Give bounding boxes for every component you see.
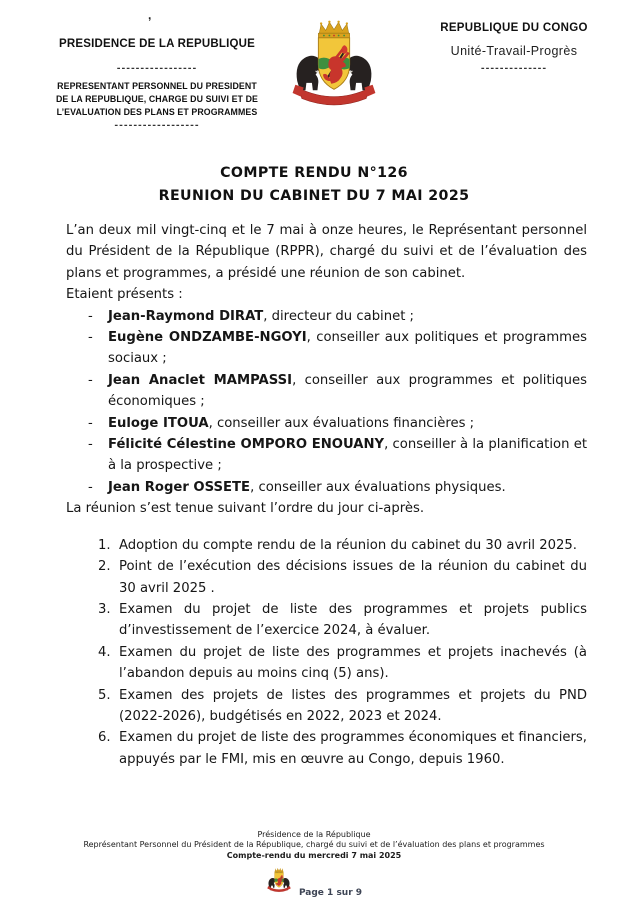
left-header-subtitle-line-2: DE LA REPUBLIQUE, CHARGE DU SUIVI ET DE (55, 94, 258, 104)
document-header (0, 0, 628, 150)
list-item (66, 556, 587, 599)
right-header-country: REPUBLIQUE DU CONGO (440, 22, 588, 34)
attendee-name: Jean Anaclet MAMPASSI (108, 372, 293, 388)
agenda-number: 1. (98, 537, 111, 553)
agenda-number: 5. (98, 687, 111, 703)
list-item (66, 327, 587, 370)
right-header-motto: Unité-Travail-Progrès (450, 44, 578, 58)
bullet-marker: - (88, 479, 93, 495)
left-header-subtitle-line-1: REPRESENTANT PERSONNEL DU PRESIDENT (57, 81, 257, 91)
list-item (66, 685, 587, 728)
agenda-number: 6. (98, 730, 111, 746)
document-body (66, 220, 587, 770)
agenda-number: 4. (98, 644, 111, 660)
list-item (66, 370, 587, 413)
agenda-number: 3. (98, 601, 111, 617)
list-item (66, 727, 587, 770)
stray-mark: , (148, 8, 152, 22)
agenda-text: Adoption du compte rendu de la réunion du cabinet du 30 avril 2025. (119, 537, 577, 553)
intro-paragraph: L’an deux mil vingt-cinq et le 7 mai à onze heures, le Représentant personnel du Président de la République (RPPR), chargé du suivi et de l’évaluation des plans et programmes, a présidé une réunion de son cabinet. (66, 223, 587, 281)
agenda-list (66, 535, 587, 770)
attendee-list (66, 306, 587, 499)
agenda-text: Point de l’exécution des décisions issues de la réunion du cabinet du 30 avril 2025 . (119, 559, 587, 596)
bullet-marker: - (88, 372, 93, 388)
footer-line-3: Compte-rendu du mercredi 7 mai 2025 (226, 850, 402, 860)
document-title (0, 162, 628, 208)
list-item (66, 599, 587, 642)
attendee-role: , directeur du cabinet ; (263, 308, 415, 324)
page-number-row (0, 868, 628, 904)
document-title-line-2: REUNION DU CABINET DU 7 MAI 2025 (158, 188, 470, 204)
right-header-divider: -------------- (480, 64, 548, 74)
page-number-label: Page 1 sur 9 (298, 888, 363, 898)
bullet-marker: - (88, 415, 93, 431)
bullet-marker: - (88, 308, 93, 324)
congo-coat-of-arms-mini-icon (266, 868, 292, 900)
list-item (66, 413, 587, 434)
list-item (66, 477, 587, 498)
list-item (66, 306, 587, 327)
attendee-role: , conseiller aux évaluations physiques. (250, 479, 506, 495)
attendee-name: Eugène ONDZAMBE-NGOYI (108, 330, 307, 346)
document-title-line-1: COMPTE RENDU N°126 (220, 165, 408, 181)
list-item (66, 642, 587, 685)
closing-line: La réunion s’est tenue suivant l’ordre du jour ci-après. (66, 501, 425, 517)
bullet-marker: - (88, 437, 93, 453)
attendee-role: , conseiller aux programmes et politiques économiques ; (108, 372, 587, 410)
left-header-subtitle-line-3: L’EVALUATION DES PLANS ET PROGRAMMES (56, 107, 258, 117)
left-header-divider-2: ------------------ (114, 121, 200, 131)
footer-line-1: Présidence de la République (257, 829, 371, 839)
agenda-text: Examen du projet de liste des programmes et projets inachevés (à l’abandon depuis au moins cinq (5) ans). (119, 644, 587, 682)
footer-line-2: Représentant Personnel du Président de la République, chargé du suivi et de l’évaluation des plans et programmes (83, 840, 545, 849)
attendee-role: , conseiller à la planification et à la prospective ; (108, 437, 587, 474)
attendee-role: , conseiller aux évaluations financières ; (208, 415, 475, 431)
attendee-name: Euloge ITOUA (108, 415, 209, 431)
presents-line: Etaient présents : (66, 287, 183, 303)
attendee-name: Félicité Célestine OMPORO ENOUANY (108, 437, 385, 453)
page-footer (0, 830, 628, 904)
bullet-marker: - (88, 330, 93, 346)
agenda-text: Examen du projet de liste des programmes économiques et financiers, appuyés par le FMI, mis en œuvre au Congo, depuis 1960. (119, 730, 587, 767)
left-header-title: PRESIDENCE DE LA REPUBLIQUE (58, 38, 256, 50)
agenda-text: Examen du projet de liste des programmes et projets publics d’investissement de l’exercice 2024, à évaluer. (119, 601, 587, 639)
attendee-name: Jean-Raymond DIRAT (108, 308, 264, 324)
left-header-divider-1: ----------------- (116, 64, 198, 74)
attendee-name: Jean Roger OSSETE (108, 479, 251, 495)
agenda-text: Examen des projets de listes des programmes et projets du PND (2022-2026), budgétisés en 2022, 2023 et 2024. (119, 687, 587, 724)
list-item (66, 535, 587, 556)
agenda-number: 2. (98, 559, 111, 575)
congo-coat-of-arms-icon (288, 20, 380, 124)
left-header-subtitle (28, 80, 286, 119)
list-item (66, 434, 587, 477)
attendee-role: , conseiller aux politiques et programmes sociaux ; (108, 330, 587, 367)
